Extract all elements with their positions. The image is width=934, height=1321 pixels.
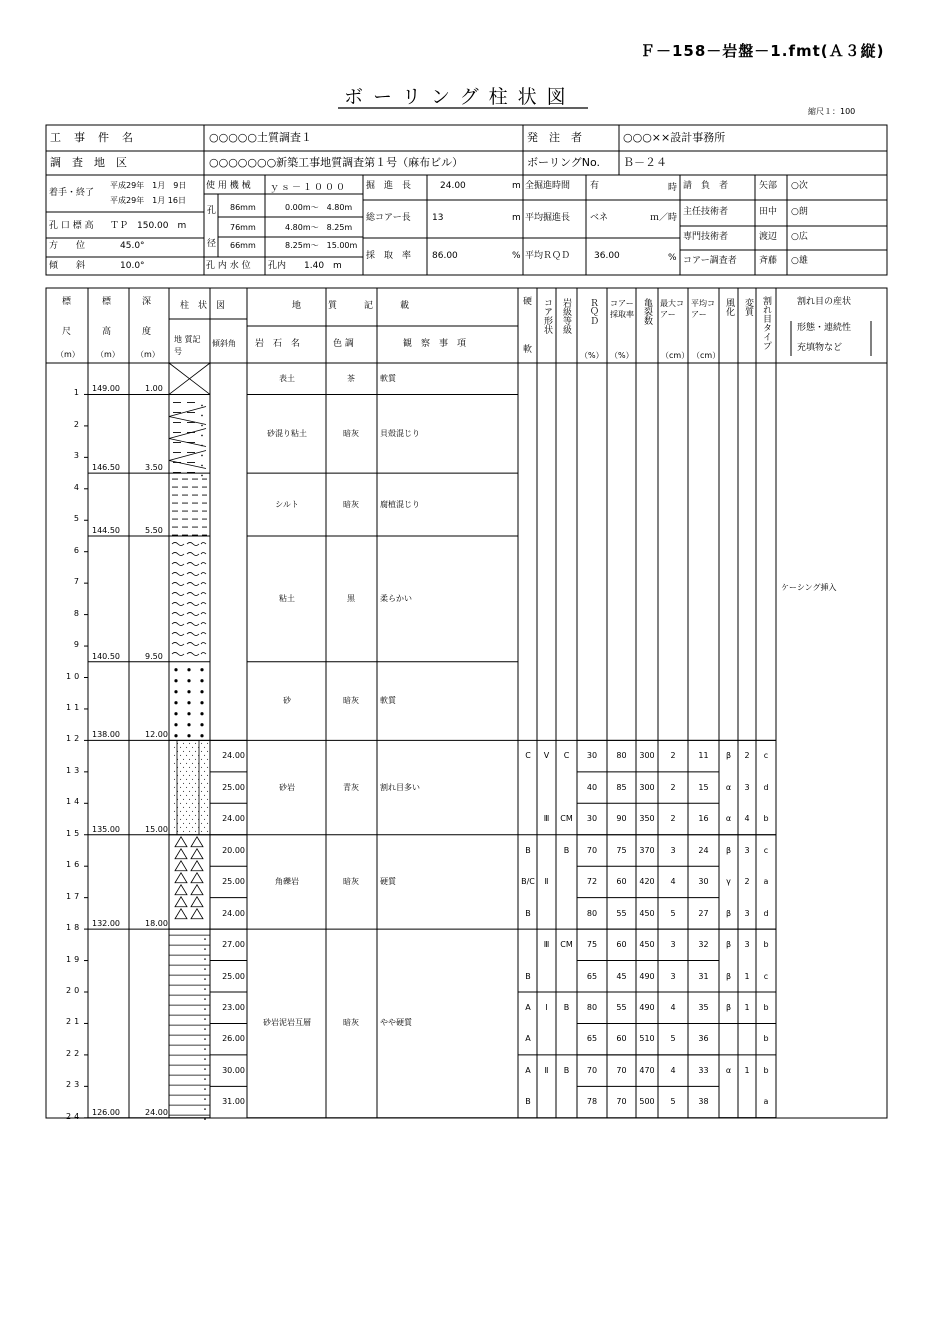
text-header-dir_value: 45.0° xyxy=(120,241,145,251)
text-crack-7: 490 xyxy=(639,971,655,981)
text-header-unit_pct: % xyxy=(512,251,521,261)
text-layers-5-rock: 砂岩 xyxy=(279,782,295,792)
text-maxc-8: 4 xyxy=(670,1003,676,1012)
text-scale_ticks-5: 6 xyxy=(73,545,82,555)
text-ctype-4: a xyxy=(763,877,769,887)
text-ctype-11: a xyxy=(763,1097,769,1107)
text-weather-7: β xyxy=(725,971,732,981)
text-layers-7-rock: 砂岩泥岩互層 xyxy=(263,1018,311,1028)
text-core_shape-2: Ⅲ xyxy=(543,814,550,824)
text-header-start_date: 平成29年 1月 9日 xyxy=(110,181,187,190)
text-crack-2: 350 xyxy=(639,814,655,824)
text-layers-1-rock: 砂混り粘土 xyxy=(267,428,307,438)
text-maxc-9: 5 xyxy=(670,1034,676,1044)
text-col_headers-obs: 観 察 事 項 xyxy=(403,339,467,349)
text-layers-2-rock: シルト xyxy=(275,499,299,509)
text-layers-7-elev: 126.00 xyxy=(92,1107,120,1117)
text-col_headers-scale1: 標 xyxy=(62,297,72,307)
text-col_headers-elev3: （m） xyxy=(96,350,120,359)
text-incl_values-2: 24.00 xyxy=(222,814,245,824)
text-incl_values-7: 25.00 xyxy=(222,971,245,981)
text-maxc-7: 3 xyxy=(670,971,676,981)
text-header-drill_len_label: 掘 進 長 xyxy=(366,181,412,191)
text-header-recovery_value: 86.00 xyxy=(432,251,458,261)
text-scale_ticks-21: 22 xyxy=(66,1048,83,1058)
text-avgc-1: 15 xyxy=(698,782,709,792)
text-weather-2: α xyxy=(725,814,732,824)
text-header-core_len_value: 13 xyxy=(432,213,444,223)
text-ctype-6: b xyxy=(763,940,769,950)
text-col_headers-elev2: 高 xyxy=(102,327,112,337)
text-col_headers-recov_u: （%） xyxy=(610,351,634,360)
text-header-staff-2-role: 専門技術者 xyxy=(683,232,729,242)
text-layers-6-rock: 角礫岩 xyxy=(275,876,299,886)
text-col_headers-scale3: （m） xyxy=(56,350,80,359)
text-weather-3: β xyxy=(725,845,732,855)
text-header-elev_value: ＴＰ 150.00 m xyxy=(110,221,187,231)
text-rqd-4: 72 xyxy=(586,877,598,887)
text-maxc-4: 4 xyxy=(670,877,676,887)
text-recov-9: 60 xyxy=(616,1034,627,1044)
text-scale_ticks-9: 10 xyxy=(66,671,83,681)
text-ctype-10: b xyxy=(763,1065,769,1075)
text-ctype-3: c xyxy=(763,845,769,855)
text-col_headers-core_shape: コア形状 xyxy=(542,298,552,334)
text-recov-3: 75 xyxy=(616,845,627,855)
text-scale: 縮尺１：100 xyxy=(808,107,856,116)
text-crack-8: 490 xyxy=(639,1003,655,1012)
text-header-period_label: 着手・終了 xyxy=(49,188,95,198)
text-avgc-0: 11 xyxy=(698,751,709,761)
text-alter-3: 3 xyxy=(744,845,750,855)
text-layers-4-rock: 砂 xyxy=(283,696,291,706)
text-layers-5-elev: 135.00 xyxy=(92,824,120,834)
text-scale_ticks-10: 11 xyxy=(66,702,83,712)
text-hard-10: A xyxy=(525,1065,531,1075)
text-header-project_label: 工 事 件 名 xyxy=(50,131,134,144)
text-layers-1-elev: 146.50 xyxy=(92,463,120,473)
text-scale_ticks-3: 4 xyxy=(73,482,82,492)
text-weather-10: α xyxy=(725,1065,732,1075)
text-header-diam_rows-2-d: 66mm xyxy=(230,241,256,250)
text-ctype-1: d xyxy=(763,782,769,792)
text-ctype-8: b xyxy=(763,1003,769,1012)
text-header-diam_rows-0-range: 0.00m～ 4.80m xyxy=(285,203,353,212)
text-recov-1: 85 xyxy=(616,782,627,792)
text-layers-1-color: 暗灰 xyxy=(343,428,359,438)
text-incl_values-10: 30.00 xyxy=(222,1065,245,1075)
text-layers-6-elev: 132.00 xyxy=(92,919,120,929)
text-header-avg_rqd_label: 平均ＲＱＤ xyxy=(525,251,571,261)
text-maxc-6: 3 xyxy=(670,940,676,950)
text-incl_values-6: 27.00 xyxy=(222,940,245,950)
text-maxc-1: 2 xyxy=(670,782,676,792)
text-header-unit_mhr: ｍ／時 xyxy=(650,213,678,223)
text-recov-2: 90 xyxy=(616,814,627,824)
text-header-diam_rows-1-d: 76mm xyxy=(230,223,256,232)
text-crack-6: 450 xyxy=(639,940,655,950)
text-crack-0: 300 xyxy=(639,751,655,761)
text-header-total_time_value: 有 xyxy=(590,181,600,191)
text-maxc-0: 2 xyxy=(670,751,676,761)
text-crack-4: 420 xyxy=(639,877,655,887)
text-header-recovery_label: 採 取 率 xyxy=(366,251,412,261)
text-col_headers-rqd: ＲＱＤ xyxy=(588,298,598,325)
text-recov-8: 55 xyxy=(616,1003,627,1012)
text-header-water_label: 孔 内 水 位 xyxy=(206,261,251,271)
text-alter-7: 1 xyxy=(744,971,750,981)
text-header-staff-2-val: ○広 xyxy=(791,232,808,242)
text-incl_values-3: 20.00 xyxy=(222,845,245,855)
text-header-site_label: 調 査 地 区 xyxy=(50,156,127,169)
text-layers-1-obs: 貝殻混じり xyxy=(380,428,420,438)
text-col_headers-hard2: 軟 xyxy=(523,345,533,355)
text-layers-0-obs: 軟質 xyxy=(380,373,396,383)
text-layers-7-color: 暗灰 xyxy=(343,1018,359,1028)
text-header-total_time_label: 全掘進時間 xyxy=(525,181,571,191)
text-avgc-5: 27 xyxy=(698,908,709,918)
text-rqd-7: 65 xyxy=(586,971,598,981)
text-header-unit_m: m xyxy=(512,181,521,191)
text-header-machine_label: 使 用 機 械 xyxy=(206,181,251,191)
text-col_headers-elev1: 標 xyxy=(102,297,112,307)
text-incl_values-0: 24.00 xyxy=(222,751,245,761)
text-crack-5: 450 xyxy=(639,908,655,918)
text-rqd-10: 70 xyxy=(586,1065,598,1075)
text-recov-0: 80 xyxy=(616,751,627,761)
text-layers-7-obs: やや硬質 xyxy=(380,1018,412,1028)
text-ctype-9: b xyxy=(763,1034,769,1044)
text-avgc-10: 33 xyxy=(698,1065,709,1075)
text-scale_ticks-4: 5 xyxy=(73,514,82,524)
text-header-unit_hr: 時 xyxy=(668,183,678,193)
text-header-client_value: ○○○××設計事務所 xyxy=(623,131,726,144)
text-recov-11: 70 xyxy=(616,1097,627,1107)
text-layers-0-color: 茶 xyxy=(347,373,355,383)
text-header-unit_m: m xyxy=(512,213,521,223)
text-crack-3: 370 xyxy=(639,845,655,855)
text-header-staff-0-val: ○次 xyxy=(791,181,808,191)
text-layers-2-obs: 腐植混じり xyxy=(380,499,420,509)
text-alter-5: 3 xyxy=(744,908,750,918)
text-col_headers-max_u: （cm） xyxy=(661,351,690,360)
text-rqd-5: 80 xyxy=(586,908,598,918)
text-header-incl_value: 10.0° xyxy=(120,261,145,271)
text-header-avg_speed_label: 平均掘進長 xyxy=(525,213,571,223)
text-alter-8: 1 xyxy=(744,1003,750,1012)
text-col_headers-column: 柱 状 図 xyxy=(180,301,226,311)
text-incl_values-11: 31.00 xyxy=(222,1097,245,1107)
text-rock_class-3: B xyxy=(563,845,570,855)
text-col_headers-rock: 岩 石 名 xyxy=(255,339,301,349)
text-scale_ticks-19: 20 xyxy=(66,986,83,995)
text-core_shape-10: Ⅱ xyxy=(544,1065,549,1075)
text-layers-0-rock: 表土 xyxy=(279,373,295,383)
text-hard-8: A xyxy=(525,1003,531,1012)
text-header-drill_len_value: 24.00 xyxy=(440,181,466,191)
text-core_shape-8: Ⅰ xyxy=(545,1003,548,1012)
text-header-water_value: 孔内 1.40 m xyxy=(268,261,342,271)
text-recov-10: 70 xyxy=(616,1065,627,1075)
text-layers-4-obs: 軟質 xyxy=(380,696,396,706)
text-scale_ticks-14: 15 xyxy=(66,828,83,838)
text-hard-4: B/C xyxy=(521,877,535,887)
text-weather-5: β xyxy=(725,908,732,918)
text-col_headers-max_core: 最大コアー xyxy=(660,299,684,319)
text-layers-1-depth: 3.50 xyxy=(145,463,163,473)
text-header-unit_pct: % xyxy=(668,253,677,263)
text-layers-0-depth: 1.00 xyxy=(145,384,163,394)
text-avgc-11: 38 xyxy=(698,1097,709,1107)
text-rock_class-10: B xyxy=(563,1065,570,1075)
text-header-diam_rows-1-range: 4.80m～ 8.25m xyxy=(285,223,353,232)
text-header-staff-1-role: 主任技術者 xyxy=(683,207,729,217)
text-header-elev_label: 孔 口 標 高 xyxy=(49,221,94,231)
text-rock_class-8: B xyxy=(563,1003,570,1012)
text-incl_values-8: 23.00 xyxy=(222,1003,245,1012)
text-weather-8: β xyxy=(725,1003,732,1012)
text-scale_ticks-1: 2 xyxy=(73,419,82,429)
text-alter-4: 2 xyxy=(744,877,750,887)
text-ctype-5: d xyxy=(763,908,769,918)
text-scale_ticks-2: 3 xyxy=(73,451,82,461)
text-col_headers-color: 色 調 xyxy=(333,339,354,349)
text-scale_ticks-20: 21 xyxy=(66,1017,83,1027)
text-layers-6-depth: 18.00 xyxy=(145,919,168,929)
text-layers-6-obs: 硬質 xyxy=(380,876,396,886)
text-avgc-8: 35 xyxy=(698,1003,709,1012)
text-scale_ticks-16: 17 xyxy=(66,891,83,901)
text-alter-6: 3 xyxy=(744,940,750,950)
text-col_headers-avg_core: 平均コアー xyxy=(691,299,715,319)
text-alter-1: 3 xyxy=(744,782,750,792)
text-col_headers-incl: 傾斜角 xyxy=(212,339,236,348)
text-header-avg_rqd_value: 36.00 xyxy=(594,251,620,261)
text-crack-10: 470 xyxy=(639,1065,655,1075)
text-layers-6-color: 暗灰 xyxy=(343,876,359,886)
text-scale_ticks-0: 1 xyxy=(73,388,82,398)
text-header-diam_label: 径 xyxy=(207,239,217,249)
text-col_headers-geo_desc: 地 質 記 載 xyxy=(292,301,410,311)
text-rqd-8: 80 xyxy=(586,1003,598,1012)
text-col_headers-crack_type: 割れ目タイプ xyxy=(761,296,771,350)
text-scale_ticks-15: 16 xyxy=(66,860,83,870)
text-header-staff-1-name: 田中 xyxy=(759,207,778,217)
text-header-diam_rows-0-d: 86mm xyxy=(230,203,256,212)
text-header-hole_label: 孔 xyxy=(207,206,217,216)
text-core_shape-4: Ⅱ xyxy=(544,877,549,887)
text-maxc-11: 5 xyxy=(670,1097,676,1107)
text-col_headers-depth1: 深 xyxy=(142,297,152,307)
text-header-core_len_label: 総コアー長 xyxy=(366,213,411,223)
text-layers-4-elev: 138.00 xyxy=(92,730,120,740)
text-rqd-1: 40 xyxy=(586,782,598,792)
text-scale_ticks-12: 13 xyxy=(66,765,83,775)
text-weather-6: β xyxy=(725,940,732,950)
text-header-staff-0-role: 請 負 者 xyxy=(683,181,729,191)
text-col_headers-depth3: （m） xyxy=(136,350,160,359)
text-header-staff-1-val: ○朗 xyxy=(791,207,808,217)
text-scale_ticks-7: 8 xyxy=(73,608,82,618)
text-layers-2-color: 暗灰 xyxy=(343,499,359,509)
text-header-boring_value: Ｂ－２４ xyxy=(623,156,667,169)
text-header-boring_label: ボーリングNo. xyxy=(527,156,601,169)
text-layers-3-obs: 柔らかい xyxy=(380,593,412,603)
text-header-staff-2-name: 渡辺 xyxy=(759,232,778,242)
text-layers-4-depth: 12.00 xyxy=(145,730,168,740)
text-avgc-2: 16 xyxy=(698,814,709,824)
text-ctype-2: b xyxy=(763,814,769,824)
text-rock_class-2: CM xyxy=(560,814,573,824)
text-weather-4: γ xyxy=(726,877,731,887)
text-maxc-3: 3 xyxy=(670,845,676,855)
text-layers-0-elev: 149.00 xyxy=(92,384,120,394)
text-alter-10: 1 xyxy=(744,1065,750,1075)
text-col_headers-avg_u: （cm） xyxy=(692,351,721,360)
text-layers-2-elev: 144.50 xyxy=(92,525,120,535)
text-col_headers-rqd_u: （%） xyxy=(580,351,604,360)
text-recov-5: 55 xyxy=(616,908,627,918)
text-layers-3-depth: 9.50 xyxy=(145,651,163,661)
text-col_headers-geo_sym: 地 質記 号 xyxy=(174,335,201,356)
text-header-dir_label: 方 位 xyxy=(49,241,86,251)
text-scale_ticks-11: 12 xyxy=(66,734,83,744)
text-header-staff-3-role: コアー調査者 xyxy=(683,256,737,266)
text-avgc-4: 30 xyxy=(698,877,709,887)
text-crack-9: 510 xyxy=(639,1034,655,1044)
text-rqd-0: 30 xyxy=(586,751,598,761)
text-avgc-6: 32 xyxy=(698,940,709,950)
text-layers-3-color: 黒 xyxy=(347,593,355,603)
text-rock_class-6: CM xyxy=(560,940,573,950)
text-hard-0: C xyxy=(525,751,531,761)
text-scale_ticks-8: 9 xyxy=(73,640,82,650)
text-hard-3: B xyxy=(525,845,531,855)
text-scale_ticks-22: 23 xyxy=(66,1080,83,1090)
text-core_shape-6: Ⅲ xyxy=(543,940,550,950)
text-header-avg_speed_value: ベネ xyxy=(590,213,609,223)
text-weather-1: α xyxy=(725,782,732,792)
text-rqd-2: 30 xyxy=(586,814,598,824)
text-layers-5-color: 青灰 xyxy=(343,782,359,792)
text-scale_ticks-18: 19 xyxy=(66,954,83,964)
text-avgc-3: 24 xyxy=(698,845,709,855)
text-layers-4-color: 暗灰 xyxy=(343,696,359,706)
text-col_headers-weather: 風化 xyxy=(724,298,734,316)
text-header-project_value: ○○○○○土質調査１ xyxy=(209,131,312,144)
text-incl_values-5: 24.00 xyxy=(222,908,245,918)
text-rqd-3: 70 xyxy=(586,845,598,855)
text-core_shape-0: Ⅴ xyxy=(543,751,550,761)
text-scale_ticks-6: 7 xyxy=(73,577,82,587)
text-incl_values-1: 25.00 xyxy=(222,782,245,792)
text-title: ボーリング柱状図 xyxy=(344,86,576,108)
text-col_headers-crack: 亀裂数 xyxy=(642,298,652,325)
text-col_headers-crack_state2: 形態・連続性 xyxy=(797,323,852,333)
text-ctype-7: c xyxy=(763,971,769,981)
text-layers-3-elev: 140.50 xyxy=(92,651,120,661)
text-layers-5-obs: 割れ目多い xyxy=(380,782,420,792)
text-crack-11: 500 xyxy=(639,1097,655,1107)
text-rqd-9: 65 xyxy=(586,1034,598,1044)
text-layers-3-rock: 粘土 xyxy=(279,593,295,603)
text-col_headers-crack_state: 割れ目の産状 xyxy=(797,297,852,307)
text-alter-0: 2 xyxy=(744,751,750,761)
text-scale_ticks-13: 14 xyxy=(66,797,83,807)
text-recov-4: 60 xyxy=(616,877,627,887)
text-col_headers-scale2: 尺 xyxy=(62,327,72,337)
text-recov-6: 60 xyxy=(616,940,627,950)
text-ctype-0: c xyxy=(763,751,769,761)
text-header-client_label: 発 注 者 xyxy=(527,131,582,144)
text-maxc-5: 5 xyxy=(670,908,676,918)
text-recov-7: 45 xyxy=(616,971,627,981)
text-col_headers-alter: 変質 xyxy=(743,298,753,316)
text-col_headers-hard: 硬 xyxy=(523,297,533,307)
text-weather-0: β xyxy=(725,751,732,761)
text-layers-7-depth: 24.00 xyxy=(145,1107,168,1117)
text-avgc-7: 31 xyxy=(698,971,709,981)
text-header-staff-3-val: ○雄 xyxy=(791,256,808,266)
text-hard-11: B xyxy=(525,1097,531,1107)
text-col_headers-rock_class: 岩級等級 xyxy=(561,298,571,334)
text-col_headers-depth2: 度 xyxy=(142,327,152,337)
text-hard-7: B xyxy=(525,971,531,981)
text-scale_ticks-23: 24 xyxy=(66,1111,83,1121)
text-file_id: Ｆ－158－岩盤－1.fmt(Ａ３縦) xyxy=(640,42,885,60)
text-col_headers-crack_state3: 充填物など xyxy=(797,343,843,353)
text-rock_class-0: C xyxy=(563,751,570,761)
text-hard-9: A xyxy=(525,1034,531,1044)
text-incl_values-4: 25.00 xyxy=(222,877,245,887)
text-layers-2-depth: 5.50 xyxy=(145,525,163,535)
text-scale_ticks-17: 18 xyxy=(66,923,83,933)
text-avgc-9: 36 xyxy=(698,1034,709,1044)
text-crack-1: 300 xyxy=(639,782,655,792)
text-incl_values-9: 26.00 xyxy=(222,1034,245,1044)
text-maxc-2: 2 xyxy=(670,814,676,824)
text-rqd-11: 78 xyxy=(586,1097,598,1107)
text-rqd-6: 75 xyxy=(586,940,598,950)
text-header-incl_label: 傾 斜 xyxy=(49,261,86,271)
text-header-end_date: 平成29年 1月 16日 xyxy=(110,196,186,205)
text-col_headers-recov: コアー採取率 xyxy=(610,299,634,319)
text-note_casing: ケーシング挿入 xyxy=(781,583,837,592)
text-header-machine_value: ｙｓ－１０００ xyxy=(270,183,348,193)
text-header-staff-0-name: 矢部 xyxy=(759,181,778,191)
text-hard-5: B xyxy=(525,908,531,918)
text-alter-2: 4 xyxy=(744,814,750,824)
text-header-diam_rows-2-range: 8.25m～ 15.00m xyxy=(285,241,358,250)
text-maxc-10: 4 xyxy=(670,1065,676,1075)
text-header-site_value: ○○○○○○○新築工事地質調査第１号（麻布ビル） xyxy=(209,156,464,169)
text-header-staff-3-name: 斉藤 xyxy=(759,256,778,266)
text-layers-5-depth: 15.00 xyxy=(145,824,168,834)
